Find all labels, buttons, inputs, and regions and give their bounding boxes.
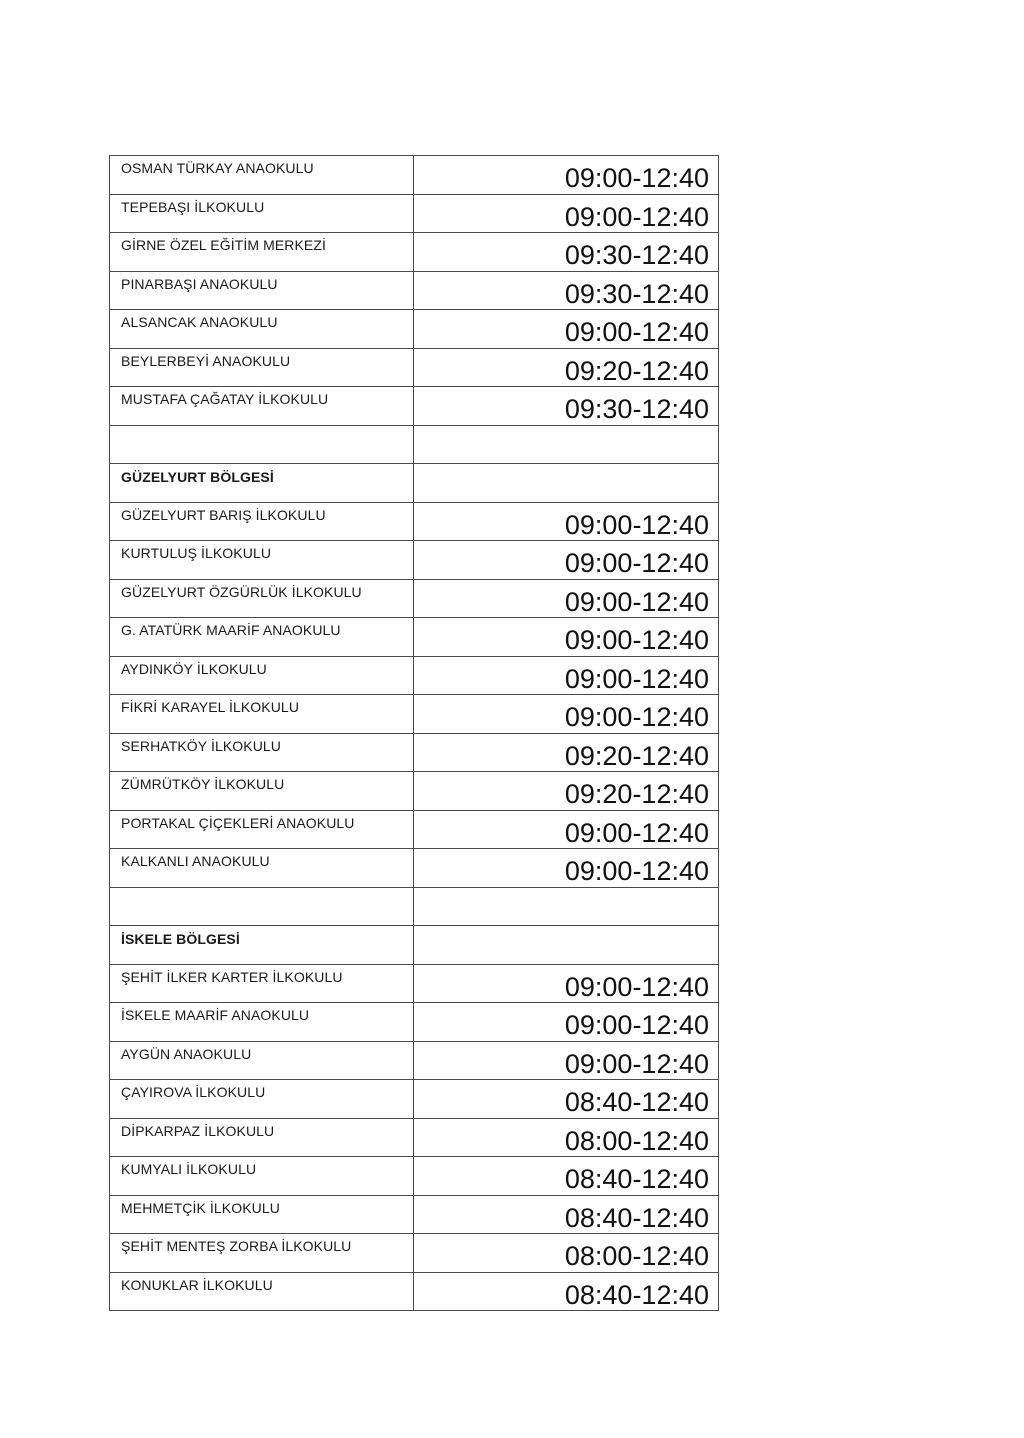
school-name: KURTULUŞ İLKOKULU: [121, 545, 272, 561]
school-name-cell: [110, 1041, 414, 1080]
table-row: [110, 541, 719, 580]
school-name-cell: [110, 772, 414, 811]
time-range-cell: [414, 348, 719, 387]
school-name-cell: [110, 926, 414, 965]
time-range-cell: [414, 887, 719, 926]
time-range-cell: [414, 618, 719, 657]
school-name: TEPEBAŞI İLKOKULU: [121, 198, 265, 215]
time-range: 08:00-12:40: [564, 1241, 709, 1271]
school-name-cell: [110, 887, 414, 926]
school-name: KALKANLI ANAOKULU: [121, 853, 270, 869]
school-name: MUSTAFA ÇAĞATAY İLKOKULU: [121, 391, 329, 407]
school-name-cell: [110, 849, 414, 888]
school-name: ZÜMRÜTKÖY İLKOKULU: [121, 776, 285, 792]
time-range-cell: [414, 849, 719, 888]
time-range-cell: [414, 541, 719, 580]
table-row: [110, 194, 719, 233]
time-range: 09:00-12:40: [564, 1048, 709, 1079]
time-range: 09:30-12:40: [564, 394, 709, 424]
school-name-cell: [110, 618, 414, 657]
school-name-cell: [110, 387, 414, 426]
school-name: G. ATATÜRK MAARİF ANAOKULU: [121, 622, 341, 638]
time-range: [414, 426, 718, 433]
time-range: 09:00-12:40: [564, 856, 709, 886]
school-name: DİPKARPAZ İLKOKULU: [121, 1122, 275, 1139]
time-range: 09:00-12:40: [564, 509, 709, 540]
school-name: FİKRİ KARAYEL İLKOKULU: [121, 699, 300, 715]
time-range: 08:40-12:40: [564, 1164, 709, 1194]
time-range-cell: [414, 1080, 719, 1119]
time-range-cell: [414, 656, 719, 695]
time-range: 09:20-12:40: [564, 740, 709, 771]
time-range: 09:30-12:40: [564, 278, 709, 309]
table-row: [110, 656, 719, 695]
time-range: [414, 926, 718, 933]
table-row: [110, 733, 719, 772]
table-row: [110, 1003, 719, 1042]
time-range: 09:00-12:40: [564, 817, 709, 848]
school-name: BEYLERBEYİ ANAOKULU: [121, 352, 291, 369]
school-name-cell: [110, 233, 414, 272]
region-title: GÜZELYURT BÖLGESİ: [121, 469, 274, 485]
school-name: [110, 426, 413, 430]
region-title: İSKELE BÖLGESİ: [121, 931, 240, 947]
school-name-cell: [110, 541, 414, 580]
school-name: KONUKLAR İLKOKULU: [121, 1276, 273, 1293]
school-name-cell: [110, 194, 414, 233]
school-name: PORTAKAL ÇİÇEKLERİ ANAOKULU: [121, 814, 355, 831]
table-row: [110, 1080, 719, 1119]
table-row: [110, 695, 719, 734]
school-name-cell: [110, 1157, 414, 1196]
time-range: 09:30-12:40: [564, 240, 709, 270]
time-range-cell: [414, 772, 719, 811]
school-name: PINARBAŞI ANAOKULU: [121, 275, 278, 292]
school-name-cell: [110, 1195, 414, 1234]
time-range-cell: [414, 1003, 719, 1042]
time-range-cell: [414, 1118, 719, 1157]
blank-row: [110, 425, 719, 464]
school-name-cell: [110, 656, 414, 695]
school-name-cell: [110, 1118, 414, 1157]
time-range: 09:20-12:40: [564, 779, 709, 809]
school-name: ŞEHİT İLKER KARTER İLKOKULU: [121, 968, 343, 985]
time-range-cell: [414, 695, 719, 734]
time-range: 08:00-12:40: [564, 1125, 709, 1156]
school-name: GİRNE ÖZEL EĞİTİM MERKEZİ: [121, 237, 327, 253]
table-row: [110, 772, 719, 811]
time-range-cell: [414, 926, 719, 965]
school-name-cell: [110, 964, 414, 1003]
table-row: [110, 579, 719, 618]
school-name: ALSANCAK ANAOKULU: [121, 314, 278, 330]
school-name: SERHATKÖY İLKOKULU: [121, 737, 281, 754]
time-range: 09:00-12:40: [564, 163, 709, 193]
time-range: 09:00-12:40: [564, 1010, 709, 1040]
time-range: 09:00-12:40: [564, 548, 709, 578]
time-range: 09:00-12:40: [564, 663, 709, 694]
school-name-cell: [110, 1272, 414, 1311]
time-range: 09:00-12:40: [564, 971, 709, 1002]
school-name-cell: [110, 156, 414, 195]
time-range: 09:00-12:40: [564, 317, 709, 347]
time-range-cell: [414, 194, 719, 233]
time-range: 09:20-12:40: [564, 355, 709, 386]
school-name-cell: [110, 1080, 414, 1119]
table-row: [110, 233, 719, 272]
school-name-cell: [110, 464, 414, 503]
table-row: [110, 810, 719, 849]
school-schedule-table: [109, 155, 719, 1311]
time-range-cell: [414, 1195, 719, 1234]
school-name-cell: [110, 579, 414, 618]
time-range-cell: [414, 502, 719, 541]
table-row: [110, 271, 719, 310]
table-row: [110, 348, 719, 387]
time-range: 09:00-12:40: [564, 625, 709, 655]
time-range-cell: [414, 964, 719, 1003]
table-row: [110, 502, 719, 541]
table-row: [110, 618, 719, 657]
time-range-cell: [414, 271, 719, 310]
table-row: [110, 1157, 719, 1196]
table-row: [110, 310, 719, 349]
time-range-cell: [414, 810, 719, 849]
time-range-cell: [414, 1041, 719, 1080]
school-name: [110, 888, 413, 892]
time-range-cell: [414, 1272, 719, 1311]
time-range-cell: [414, 156, 719, 195]
table-row: [110, 387, 719, 426]
school-name-cell: [110, 733, 414, 772]
school-name: AYDINKÖY İLKOKULU: [121, 660, 267, 677]
school-name-cell: [110, 502, 414, 541]
school-name: GÜZELYURT BARIŞ İLKOKULU: [121, 506, 326, 523]
time-range: 09:00-12:40: [564, 201, 709, 232]
school-name-cell: [110, 425, 414, 464]
school-name: KUMYALI İLKOKULU: [121, 1161, 257, 1177]
time-range: [414, 888, 718, 895]
table-row: [110, 964, 719, 1003]
school-name-cell: [110, 271, 414, 310]
blank-row: [110, 887, 719, 926]
time-range-cell: [414, 1234, 719, 1273]
table-row: [110, 849, 719, 888]
time-range-cell: [414, 464, 719, 503]
school-name: İSKELE MAARİF ANAOKULU: [121, 1007, 310, 1023]
time-range: 09:00-12:40: [564, 586, 709, 617]
school-name-cell: [110, 1003, 414, 1042]
time-range-cell: [414, 387, 719, 426]
school-name: AYGÜN ANAOKULU: [121, 1045, 252, 1062]
region-header-row: [110, 464, 719, 503]
table-row: [110, 1272, 719, 1311]
table-row: [110, 1234, 719, 1273]
time-range: 08:40-12:40: [564, 1087, 709, 1117]
time-range-cell: [414, 425, 719, 464]
time-range: 08:40-12:40: [564, 1279, 709, 1310]
table-row: [110, 1118, 719, 1157]
region-header-row: [110, 926, 719, 965]
school-name: OSMAN TÜRKAY ANAOKULU: [121, 160, 314, 176]
school-name: ÇAYIROVA İLKOKULU: [121, 1084, 266, 1100]
time-range-cell: [414, 1157, 719, 1196]
time-range: 09:00-12:40: [564, 702, 709, 732]
time-range-cell: [414, 233, 719, 272]
time-range: 08:40-12:40: [564, 1202, 709, 1233]
school-name: MEHMETÇİK İLKOKULU: [121, 1199, 280, 1216]
school-name: ŞEHİT MENTEŞ ZORBA İLKOKULU: [121, 1238, 352, 1254]
table-row: [110, 156, 719, 195]
table-row: [110, 1041, 719, 1080]
school-name: GÜZELYURT ÖZGÜRLÜK İLKOKULU: [121, 583, 362, 600]
time-range-cell: [414, 733, 719, 772]
time-range: [414, 464, 718, 471]
school-name-cell: [110, 810, 414, 849]
schedule-table-body: [110, 156, 719, 1311]
school-name-cell: [110, 1234, 414, 1273]
time-range-cell: [414, 579, 719, 618]
time-range-cell: [414, 310, 719, 349]
school-name-cell: [110, 348, 414, 387]
table-row: [110, 1195, 719, 1234]
school-name-cell: [110, 695, 414, 734]
school-name-cell: [110, 310, 414, 349]
